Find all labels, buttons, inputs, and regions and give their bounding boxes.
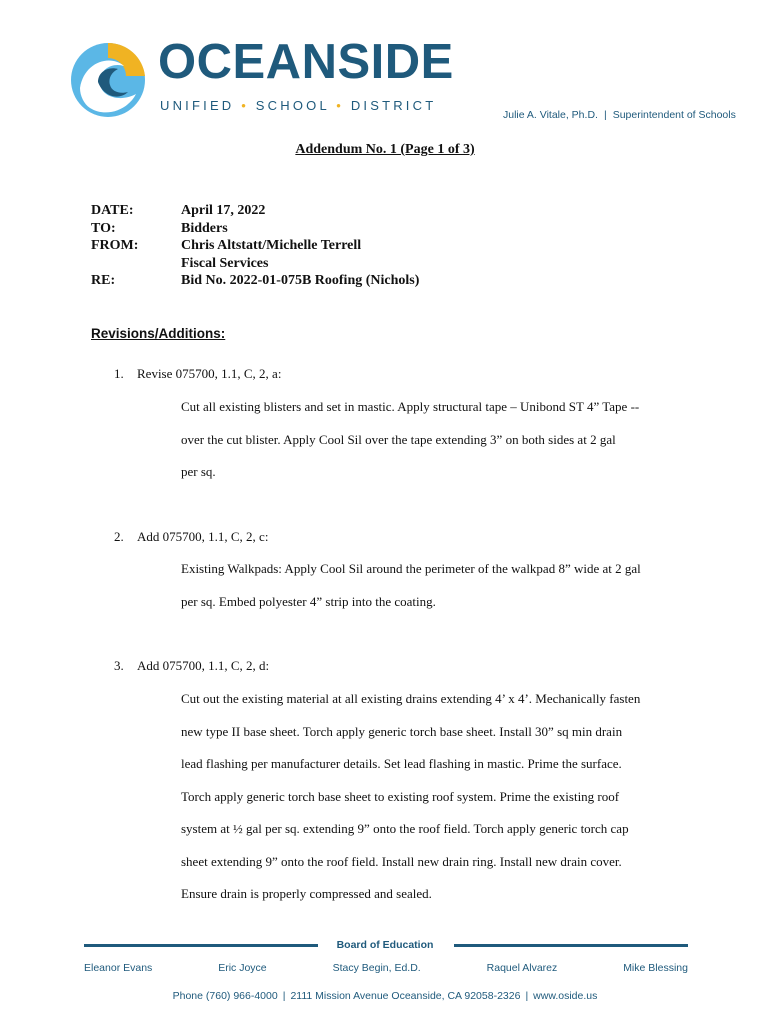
paragraph-line: Torch apply generic torch base sheet to existing roof system. Prime the existing roof [181, 788, 620, 804]
separator: | [525, 990, 529, 1002]
list-item-number: 1. [114, 366, 124, 381]
website-link[interactable]: www.oside.us [533, 990, 598, 1002]
brand-sub-word: UNIFIED [160, 98, 235, 113]
list-item-heading [114, 658, 269, 674]
board-member: Mike Blessing [623, 962, 688, 974]
paragraph-line: system at ½ gal per sq. extending 9” onto the roof field. Torch apply generic torch cap [181, 821, 629, 836]
list-item-paragraph [181, 553, 691, 618]
memo-value: April 17, 2022 [181, 203, 266, 218]
list-item-text: Add 075700, 1.1, C, 2, c: [137, 529, 269, 544]
bullet-icon: • [336, 98, 351, 113]
list-item-number: 3. [114, 658, 124, 673]
memo-to-row [91, 220, 419, 238]
list-item-text: Add 075700, 1.1, C, 2, d: [137, 658, 270, 673]
board-member: Stacy Begin, Ed.D. [332, 962, 421, 974]
paragraph-line: lead flashing per manufacturer details. Set lead flashing in mastic. Prime the surface. [181, 756, 622, 771]
board-member: Raquel Alvarez [486, 962, 558, 974]
paragraph-line: Existing Walkpads: Apply Cool Sil around the perimeter of the walkpad 8” wide at 2 gal [181, 561, 641, 576]
board-member: Eleanor Evans [84, 962, 153, 974]
list-item-text: Revise 075700, 1.1, C, 2, a: [137, 366, 282, 381]
list-item-paragraph [181, 683, 691, 911]
superintendent-name: Julie A. Vitale, Ph.D. [503, 109, 598, 121]
list-item-paragraph [181, 391, 691, 489]
board-members [84, 962, 688, 974]
paragraph-line: over the cut blister. Apply Cool Sil over the tape extending 3” on both sides at 2 gal [181, 431, 616, 447]
superintendent-line [503, 109, 736, 121]
address: 2111 Mission Avenue Oceanside, CA 92058-2326 [290, 990, 521, 1002]
memo-label: TO: [91, 220, 116, 236]
brand-sub-word: DISTRICT [350, 98, 437, 113]
memo-from-row-2 [91, 255, 419, 273]
contact-line [0, 990, 770, 1002]
memo-re-row [91, 272, 419, 290]
document-title: Addendum No. 1 (Page 1 of 3) [295, 142, 475, 157]
memo-from-row [91, 237, 419, 255]
section-title: Revisions/Additions: [91, 326, 226, 341]
list-item-heading [114, 366, 281, 382]
memo-block [91, 202, 419, 290]
paragraph-line: new type II base sheet. Torch apply generic torch base sheet. Install 30” sq min drain [181, 723, 623, 739]
memo-label: FROM: [91, 238, 139, 253]
paragraph-line: per sq. Embed polyester 4” strip into the coating. [181, 593, 436, 609]
paragraph-line: Cut all existing blisters and set in mastic. Apply structural tape – Unibond ST 4” Tape -- [181, 399, 640, 414]
board-member: Eric Joyce [218, 962, 267, 974]
paragraph-line: sheet extending 9” onto the roof field. Install new drain ring. Install new drain cover. [181, 853, 622, 869]
phone: Phone (760) 966-4000 [172, 990, 278, 1002]
paragraph-line: per sq. [181, 464, 216, 479]
list-item-number: 2. [114, 529, 124, 544]
memo-value: Bid No. 2022-01-075B Roofing (Nichols) [181, 273, 420, 288]
oceanside-logo [68, 36, 148, 120]
separator: | [282, 990, 286, 1002]
memo-label: RE: [91, 273, 116, 288]
memo-label: DATE: [91, 203, 134, 218]
board-title: Board of Education [336, 939, 434, 951]
memo-value: Fiscal Services [181, 255, 269, 271]
brand-name: OCEANSIDE [158, 35, 454, 89]
brand-subtitle [160, 98, 436, 113]
memo-value: Chris Altstatt/Michelle Terrell [181, 238, 362, 253]
bullet-icon: • [241, 98, 256, 113]
paragraph-line: Cut out the existing material at all existing drains extending 4’ x 4’. Mechanically fasten [181, 691, 641, 706]
separator: | [603, 109, 607, 121]
memo-value: Bidders [181, 220, 228, 236]
paragraph-line: Ensure drain is properly compressed and sealed. [181, 886, 432, 901]
memo-date-row [91, 202, 419, 220]
brand-sub-word: SCHOOL [255, 98, 330, 113]
superintendent-title: Superintendent of Schools [612, 109, 736, 121]
list-item-heading [114, 529, 268, 545]
memo-label-empty [91, 255, 181, 273]
